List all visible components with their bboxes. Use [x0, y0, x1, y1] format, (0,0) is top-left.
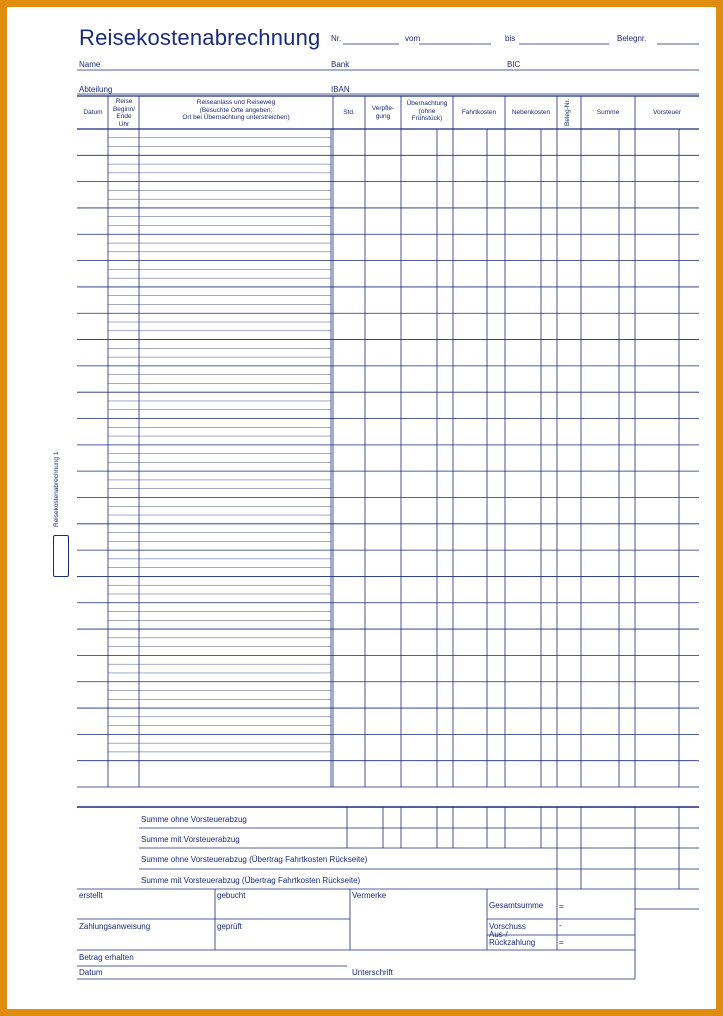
op-equals-1: =	[559, 902, 564, 911]
col-uebernachtung: Übernachtung (ohne Frühstück)	[406, 100, 448, 122]
bank-label: Bank	[331, 60, 350, 69]
vom-label: vom	[405, 34, 421, 43]
gesamtsumme-label: Gesamtsumme	[489, 901, 544, 910]
side-form-number: Reisekostenabrechnung 1	[53, 451, 60, 527]
gebucht-label: gebucht	[217, 891, 246, 900]
datum-label: Datum	[79, 968, 103, 977]
col-fahrtkosten: Fahrtkosten	[461, 109, 497, 116]
op-minus: -	[559, 921, 562, 930]
betrag-erhalten-label: Betrag erhalten	[79, 953, 134, 962]
abteilung-label: Abteilung	[79, 85, 113, 94]
unterschrift-label: Unterschrift	[352, 968, 393, 977]
col-datum: Datum	[83, 109, 103, 116]
col-std: Std.	[343, 109, 355, 116]
op-equals-2: =	[559, 938, 564, 947]
col-verpflegung: Verpfle- gung	[371, 105, 395, 120]
col-nebenkosten: Nebenkosten	[511, 109, 551, 116]
nr-label: Nr.	[331, 34, 342, 43]
name-label: Name	[79, 60, 101, 69]
col-reiseanlass: Reiseanlass und Reiseweg (Besuchte Orte angeben; Ort bei Übernachtung unterstreichen)	[182, 99, 290, 121]
form-title: Reisekostenabrechnung	[79, 25, 321, 50]
zahlungsanweisung-label: Zahlungsanweisung	[79, 922, 151, 931]
erstellt-label: erstellt	[79, 891, 103, 900]
col-vorsteuer: Vorsteuer	[653, 109, 681, 116]
col-summe: Summe	[596, 109, 620, 116]
col-beleg-nr: Beleg-Nr.	[564, 98, 571, 126]
total-mit-vorsteuer: Summe mit Vorsteuerabzug	[141, 835, 240, 844]
geprueft-label: geprüft	[217, 922, 242, 931]
belegnr-label: Belegnr.	[617, 34, 647, 43]
total-mit-uebertrag: Summe mit Vorsteuerabzug (Übertrag Fahrtkosten Rückseite)	[141, 876, 361, 885]
rueckzahlung-label: Aus-/ Rückzahlung	[489, 930, 536, 947]
total-ohne-uebertrag: Summe ohne Vorsteuerabzug (Übertrag Fahrtkosten Rückseite)	[141, 855, 368, 864]
publisher-logo	[53, 535, 69, 577]
col-reise-beginn: Reise Beginn/ Ende Uhr	[112, 98, 136, 128]
vorschuss-label: Vorschuss	[489, 922, 526, 931]
form-sheet	[7, 7, 716, 1009]
bic-label: BIC	[507, 60, 521, 69]
vermerke-label: Vermerke	[352, 891, 387, 900]
bis-label: bis	[505, 34, 516, 43]
total-ohne-vorsteuer: Summe ohne Vorsteuerabzug	[141, 815, 247, 824]
iban-label: IBAN	[331, 85, 350, 94]
